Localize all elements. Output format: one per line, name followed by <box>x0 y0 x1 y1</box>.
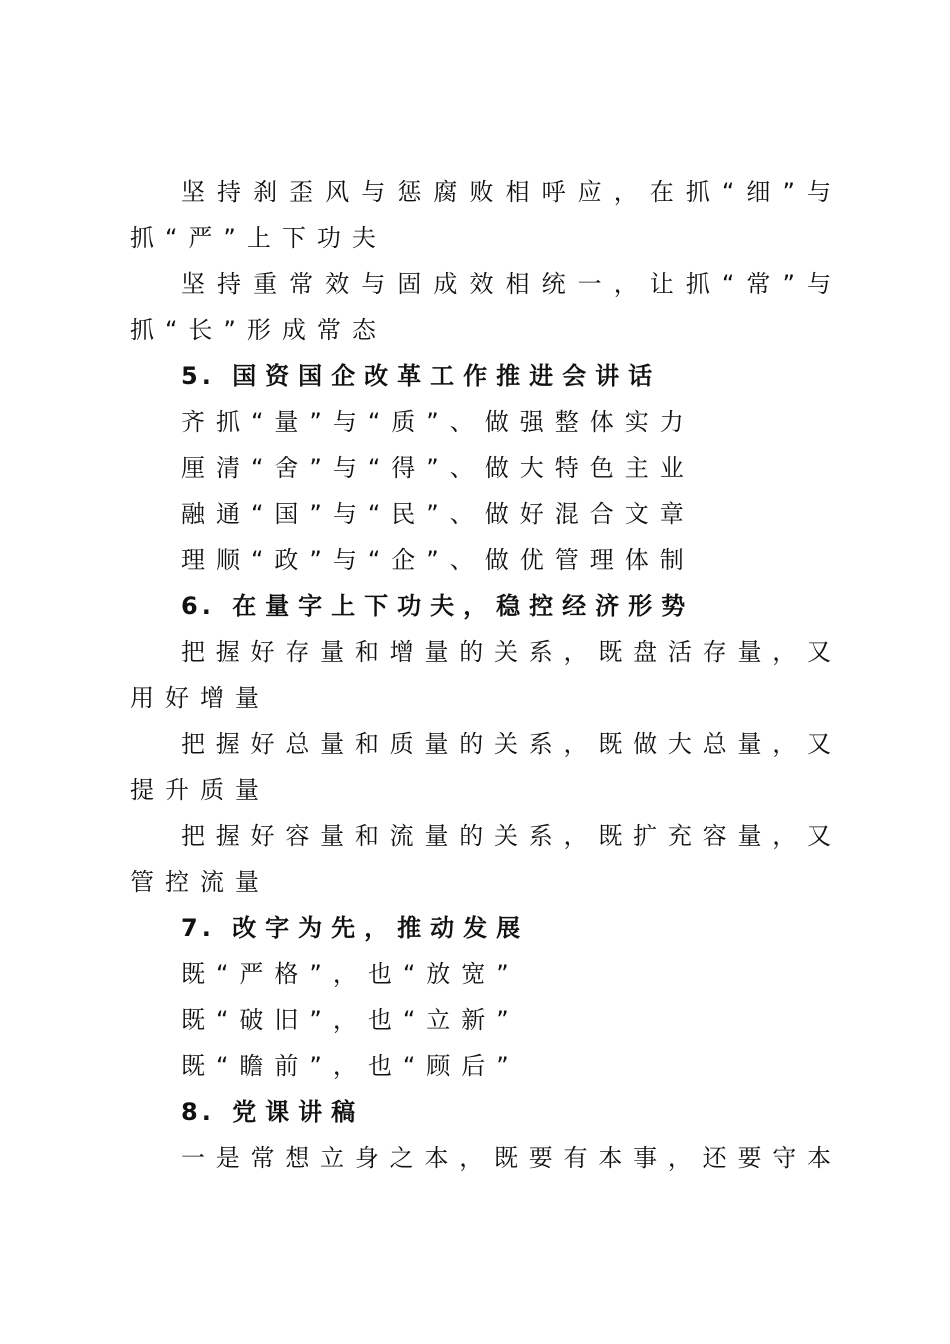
list-item: 厘清“舍”与“得”、做大特色主业 <box>181 454 695 482</box>
paragraph-line: 抓“严”上下功夫 <box>130 224 387 252</box>
section-heading-8 <box>181 1092 881 1132</box>
heading-number: 8. <box>181 1098 215 1126</box>
paragraph-line: 一是常想立身之本，既要有本事，还要守本 <box>181 1144 831 1172</box>
heading-number: 5. <box>181 362 215 390</box>
paragraph-line: 用好增量 <box>130 684 270 712</box>
paragraph-line: 把握好容量和流量的关系，既扩充容量，又 <box>181 822 831 850</box>
list-item: 理顺“政”与“企”、做优管理体制 <box>181 546 695 574</box>
paragraph-line: 坚持重常效与固成效相统一，让抓“常”与 <box>181 270 831 298</box>
heading-text: 国资国企改革工作推进会讲话 <box>232 362 662 390</box>
heading-number: 7. <box>181 914 215 942</box>
paragraph-line: 把握好存量和增量的关系，既盘活存量，又 <box>181 638 831 666</box>
paragraph-line: 管控流量 <box>130 868 270 896</box>
paragraph-line: 提升质量 <box>130 776 270 804</box>
heading-text: 党课讲稿 <box>232 1098 365 1126</box>
heading-text: 在量字上下功夫，稳控经济形势 <box>232 592 695 620</box>
heading-text: 改字为先，推动发展 <box>232 914 530 942</box>
list-item: 融通“国”与“民”、做好混合文章 <box>181 500 695 528</box>
section-heading-5 <box>181 356 881 396</box>
list-item: 既“严格”，也“放宽” <box>181 960 520 988</box>
paragraph-line: 坚持刹歪风与惩腐败相呼应，在抓“细”与 <box>181 178 831 206</box>
paragraph-line: 把握好总量和质量的关系，既做大总量，又 <box>181 730 831 758</box>
paragraph-line: 抓“长”形成常态 <box>130 316 387 344</box>
list-item: 既“破旧”，也“立新” <box>181 1006 520 1034</box>
section-heading-6 <box>181 586 881 626</box>
list-item: 既“瞻前”，也“顾后” <box>181 1052 520 1080</box>
section-heading-7 <box>181 908 881 948</box>
list-item: 齐抓“量”与“质”、做强整体实力 <box>181 408 695 436</box>
heading-number: 6. <box>181 592 215 620</box>
